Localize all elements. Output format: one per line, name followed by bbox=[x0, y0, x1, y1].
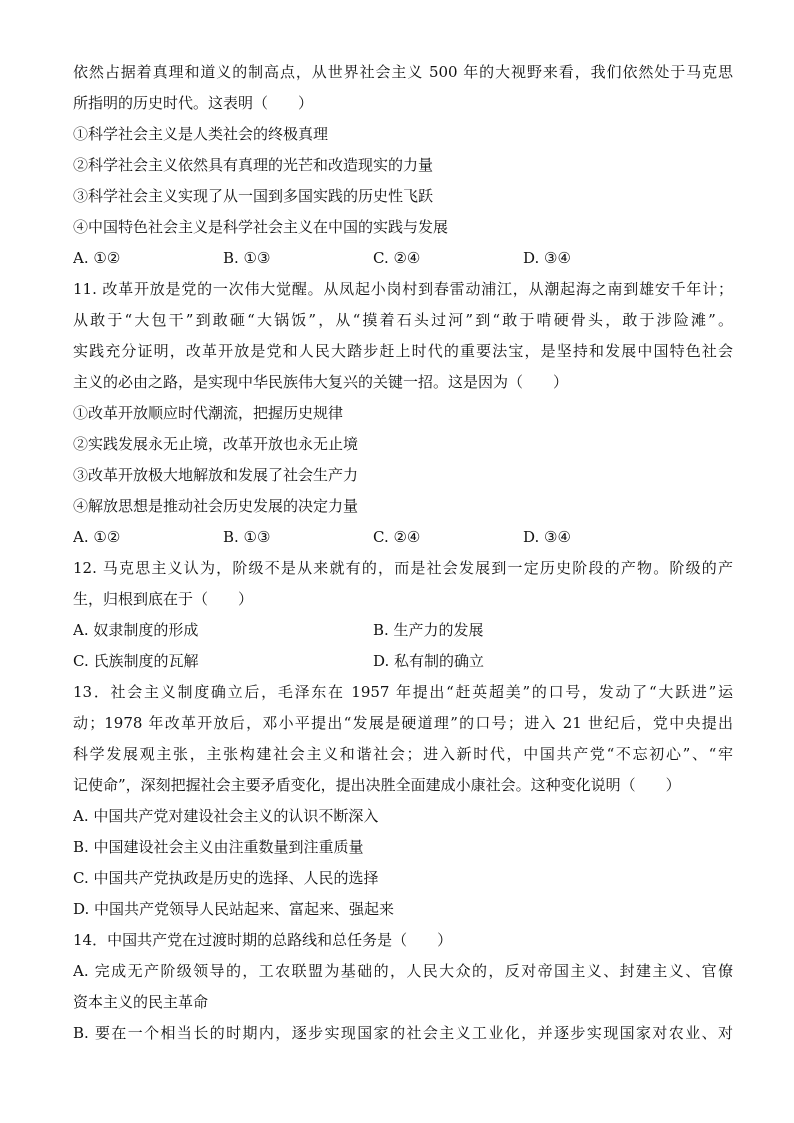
option-d: D. 中国共产党领导人民站起来、富起来、强起来 bbox=[73, 900, 395, 918]
option-b: B. ①③ bbox=[223, 249, 271, 267]
question-11 bbox=[73, 274, 733, 553]
question-stem-line: 13．社会主义制度确立后，毛泽东在 1957 年提出“赶英超美”的口号，发动了“大跃进”运 bbox=[73, 683, 733, 701]
options-row bbox=[73, 243, 733, 274]
question-14 bbox=[73, 925, 733, 1049]
option-a-continued: 资本主义的民主革命 bbox=[73, 993, 209, 1011]
statement: ④解放思想是推动社会历史发展的决定力量 bbox=[73, 497, 359, 515]
option-d: D. 私有制的确立 bbox=[373, 652, 485, 670]
question-stem-line: 主义的必由之路，是实现中华民族伟大复兴的关键一招。这是因为（ ） bbox=[73, 373, 569, 391]
option-a: A. ①② bbox=[73, 528, 121, 546]
question-stem-line: 记使命”，深刻把握社会主要矛盾变化，提出决胜全面建成小康社会。这种变化说明（ ） bbox=[73, 776, 681, 794]
option-b: B. 中国建设社会主义由注重数量到注重质量 bbox=[73, 838, 364, 856]
question-stem-line: 依然占据着真理和道义的制高点，从世界社会主义 500 年的大视野来看，我们依然处于马克思 bbox=[73, 63, 733, 81]
statement: ④中国特色社会主义是科学社会主义在中国的实践与发展 bbox=[73, 218, 449, 236]
question-stem-line: 11. 改革开放是党的一次伟大觉醒。从凤起小岗村到春雷动浦江，从潮起海之南到雄安千年计； bbox=[73, 280, 733, 298]
question-13 bbox=[73, 677, 733, 925]
question-stem-line: 从敢于“大包干”到敢砸“大锅饭”，从“摸着石头过河”到“敢于啃硬骨头，敢于涉险滩”。 bbox=[73, 311, 733, 329]
options-row bbox=[73, 615, 733, 646]
question-stem-line: 生，归根到底在于（ ） bbox=[73, 590, 254, 608]
option-b: B. 生产力的发展 bbox=[373, 621, 484, 639]
option-c: C. ②④ bbox=[373, 249, 421, 267]
option-a: A. ①② bbox=[73, 249, 121, 267]
option-c: C. 氏族制度的瓦解 bbox=[73, 652, 199, 670]
option-a: A. 奴隶制度的形成 bbox=[73, 621, 199, 639]
option-b: B. ①③ bbox=[223, 528, 271, 546]
question-stem-line: 12. 马克思主义认为，阶级不是从来就有的，而是社会发展到一定历史阶段的产物。阶级的产 bbox=[73, 559, 733, 577]
question-stem-line: 14．中国共产党在过渡时期的总路线和总任务是（ ） bbox=[73, 931, 453, 949]
question-stem-line: 所指明的历史时代。这表明（ ） bbox=[73, 94, 314, 112]
question-10 bbox=[73, 57, 733, 274]
question-stem-line: 科学发展观主张，主张构建社会主义和谐社会；进入新时代，中国共产党“不忘初心”、“牢 bbox=[73, 745, 733, 763]
option-d: D. ③④ bbox=[523, 528, 571, 546]
question-stem-line: 动；1978 年改革开放后，邓小平提出“发展是硬道理”的口号；进入 21 世纪后，党中央提出 bbox=[73, 714, 733, 732]
options-row bbox=[73, 646, 733, 677]
options-row bbox=[73, 522, 733, 553]
statement: ③科学社会主义实现了从一国到多国实践的历史性飞跃 bbox=[73, 187, 434, 205]
question-stem-line: 实践充分证明，改革开放是党和人民大踏步赶上时代的重要法宝，是坚持和发展中国特色社会 bbox=[73, 342, 733, 360]
option-d: D. ③④ bbox=[523, 249, 571, 267]
statement: ①科学社会主义是人类社会的终极真理 bbox=[73, 125, 329, 143]
statement: ①改革开放顺应时代潮流，把握历史规律 bbox=[73, 404, 344, 422]
statement: ②实践发展永无止境，改革开放也永无止境 bbox=[73, 435, 359, 453]
exam-page bbox=[73, 57, 733, 1049]
option-b: B. 要在一个相当长的时期内，逐步实现国家的社会主义工业化，并逐步实现国家对农业、对 bbox=[73, 1024, 733, 1042]
statement: ②科学社会主义依然具有真理的光芒和改造现实的力量 bbox=[73, 156, 434, 174]
question-12 bbox=[73, 553, 733, 677]
option-c: C. 中国共产党执政是历史的选择、人民的选择 bbox=[73, 869, 379, 887]
statement: ③改革开放极大地解放和发展了社会生产力 bbox=[73, 466, 359, 484]
option-c: C. ②④ bbox=[373, 528, 421, 546]
option-a: A. 完成无产阶级领导的，工农联盟为基础的，人民大众的，反对帝国主义、封建主义、官僚 bbox=[73, 962, 733, 980]
option-a: A. 中国共产党对建设社会主义的认识不断深入 bbox=[73, 807, 379, 825]
